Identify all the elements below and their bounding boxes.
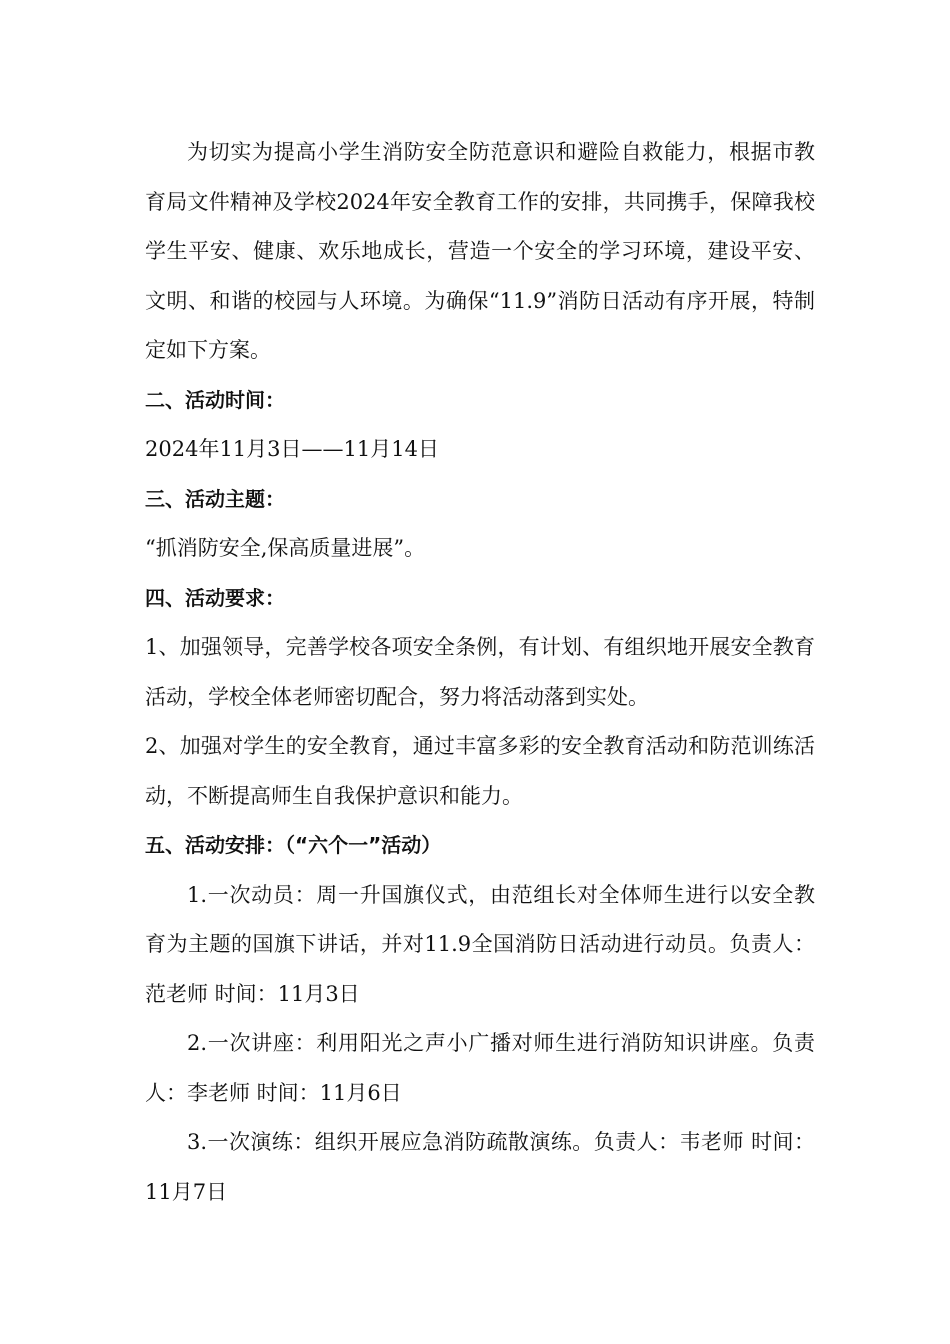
arrangement-item-1: 1.一次动员：周一升国旗仪式，由范组长对全体师生进行以安全教育为主题的国旗下讲话，并对11.9全国消防日活动进行动员。负责人：范老师 时间：11月3日 (145, 882, 815, 1006)
requirement-item-1: 1、加强领导，完善学校各项安全条例，有计划、有组织地开展安全教育活动，学校全体老师密切配合，努力将活动落到实处。 (145, 635, 815, 709)
arrangement-item-2: 2.一次讲座：利用阳光之声小广播对师生进行消防知识讲座。负责人：李老师 时间：11月6日 (145, 1031, 815, 1105)
requirement-item-2: 2、加强对学生的安全教育，通过丰富多彩的安全教育活动和防范训练活动，不断提高师生自我保护意识和能力。 (145, 734, 815, 808)
section-heading-requirements: 四、活动要求： (145, 585, 285, 610)
activity-time-text: 2024年11月3日——11月14日 (145, 437, 439, 461)
activity-theme-text: “抓消防安全,保高质量进展”。 (145, 536, 426, 560)
intro-paragraph: 为切实为提高小学生消防安全防范意识和避险自救能力，根据市教育局文件精神及学校2024年安全教育工作的安排，共同携手，保障我校学生平安、健康、欢乐地成长，营造一个安全的学习环境，建设平安、文明、和谐的校园与人环境。为确保“11.9”消防日活动有序开展，特制定如下方案。 (145, 140, 815, 362)
section-heading-theme: 三、活动主题： (145, 486, 285, 511)
document-body (145, 128, 815, 1217)
arrangement-item-3: 3.一次演练：组织开展应急消防疏散演练。负责人：韦老师 时间：11月7日 (145, 1130, 815, 1204)
section-heading-time: 二、活动时间： (145, 387, 285, 412)
section-heading-arrangements: 五、活动安排：（“六个一”活动） (145, 833, 442, 857)
